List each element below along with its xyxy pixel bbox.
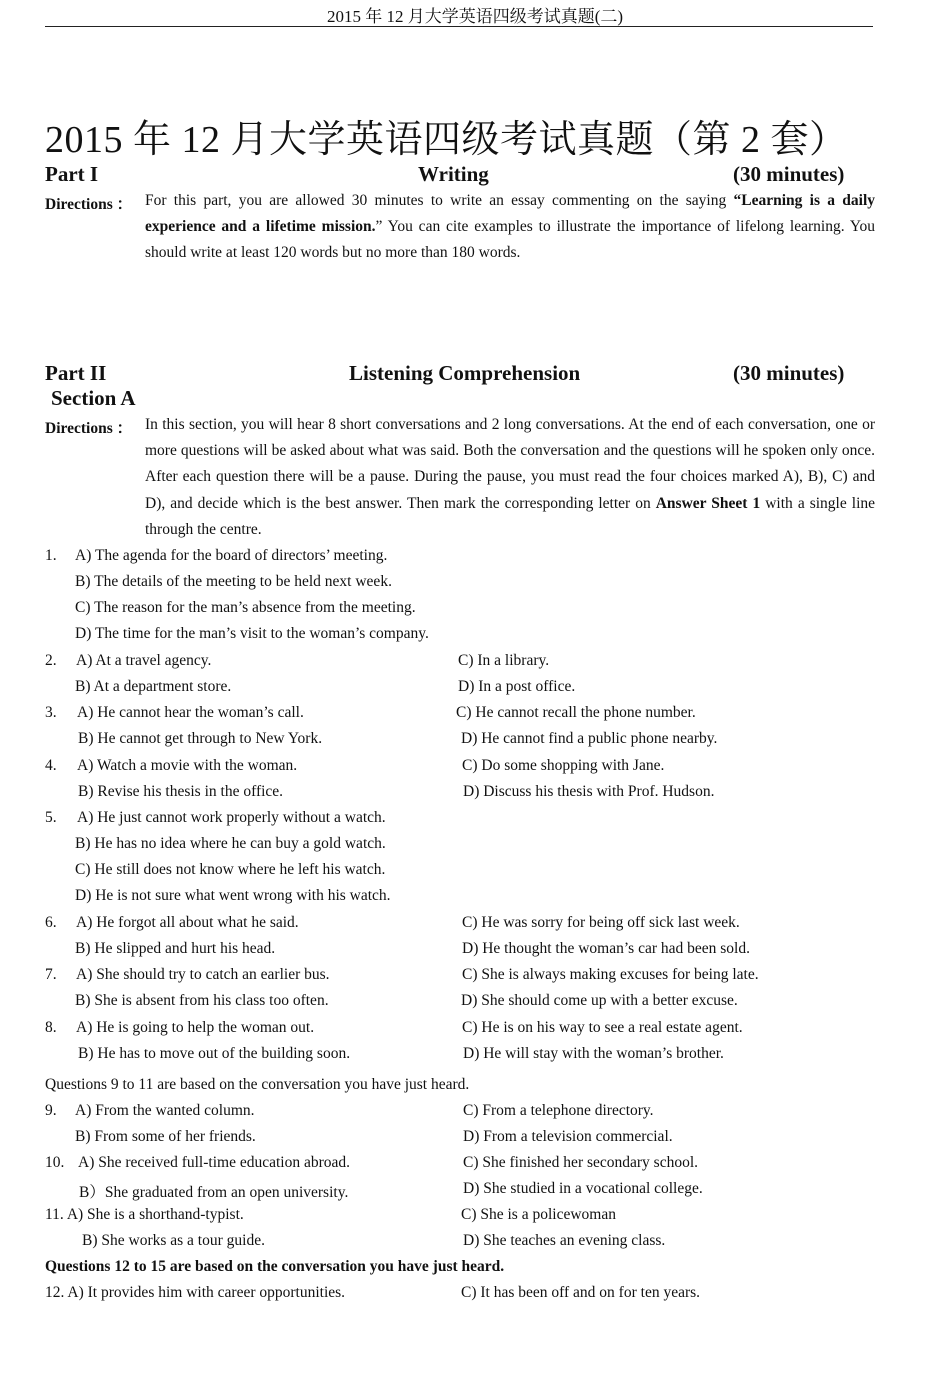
q11-option-d: D) She teaches an evening class. [463, 1232, 666, 1249]
q3-option-a: A) He cannot hear the woman’s call. [77, 704, 304, 721]
header-rule [45, 26, 873, 27]
q10-number: 10. [45, 1154, 65, 1171]
q9-number: 9. [45, 1102, 57, 1119]
q6-option-b: B) He slipped and hurt his head. [75, 940, 276, 957]
section-a-label: Section A [51, 386, 136, 410]
q1-number: 1. [45, 547, 57, 564]
q8-option-c: C) He is on his way to see a real estate agent. [462, 1019, 743, 1036]
q10-option-b: B）She graduated from an open university. [79, 1184, 349, 1201]
part2-directions-answer-sheet: Answer Sheet 1 [655, 494, 761, 512]
questions-12-15-note: Questions 12 to 15 are based on the conversation you have just heard. [45, 1258, 505, 1275]
q2-number: 2. [45, 652, 57, 669]
part1-directions-text-a: For this part, you are allowed 30 minutes to write an essay commenting on the saying [145, 192, 734, 209]
q3-number: 3. [45, 704, 57, 721]
q10-option-a: A) She received full-time education abroad. [78, 1154, 350, 1171]
part2-time: (30 minutes) [733, 361, 845, 385]
q8-option-a: A) He is going to help the woman out. [76, 1019, 315, 1036]
part1-directions-text-b: ” You can cite examples to illustrate the importance of lifelong learning. You should write at least 120 words but no more than 180 words. [145, 218, 875, 262]
part2-directions-label: Directions ： [45, 420, 133, 437]
q7-number: 7. [45, 966, 57, 983]
q6-option-c: C) He was sorry for being off sick last week. [462, 914, 740, 931]
q10-option-c: C) She finished her secondary school. [463, 1154, 699, 1171]
q1-option-a: A) The agenda for the board of directors’ meeting. [75, 547, 388, 564]
part1-time: (30 minutes) [733, 162, 845, 186]
q8-option-d: D) He will stay with the woman’s brother. [463, 1045, 724, 1062]
q5-number: 5. [45, 809, 57, 826]
q3-option-c: C) He cannot recall the phone number. [456, 704, 696, 721]
q12-number-option-a: 12. A) It provides him with career opportunities. [45, 1284, 346, 1301]
part2-directions [145, 412, 875, 543]
q9-option-b: B) From some of her friends. [75, 1128, 256, 1145]
q3-option-b: B) He cannot get through to New York. [78, 730, 323, 747]
part1-directions-quote: “Learning is a daily experience and a lifetime mission. [145, 192, 876, 236]
q9-option-d: D) From a television commercial. [463, 1128, 673, 1145]
q1-option-b: B) The details of the meeting to be held next week. [75, 573, 392, 590]
q12-option-c: C) It has been off and on for ten years. [461, 1284, 701, 1301]
q2-option-d: D) In a post office. [458, 678, 576, 695]
q2-option-c: C) In a library. [458, 652, 550, 669]
q4-option-a: A) Watch a movie with the woman. [77, 757, 298, 774]
q1-option-c: C) The reason for the man’s absence from the meeting. [75, 599, 416, 616]
q7-option-a: A) She should try to catch an earlier bus. [76, 966, 330, 983]
q4-option-d: D) Discuss his thesis with Prof. Hudson. [463, 783, 715, 800]
q6-option-a: A) He forgot all about what he said. [76, 914, 299, 931]
q8-option-b: B) He has to move out of the building soon. [78, 1045, 351, 1062]
q7-option-b: B) She is absent from his class too often. [75, 992, 329, 1009]
q2-option-a: A) At a travel agency. [76, 652, 212, 669]
q11-option-c: C) She is a policewoman [461, 1206, 616, 1223]
q3-option-d: D) He cannot find a public phone nearby. [461, 730, 718, 747]
q6-option-d: D) He thought the woman’s car had been sold. [462, 940, 750, 957]
page-header: 2015 年 12 月大学英语四级考试真题(二) [326, 7, 624, 26]
q5-option-b: B) He has no idea where he can buy a gold watch. [75, 835, 386, 852]
q7-option-d: D) She should come up with a better excuse. [461, 992, 738, 1009]
part1-label: Part I [45, 162, 99, 186]
q9-option-a: A) From the wanted column. [75, 1102, 255, 1119]
q11-option-b: B) She works as a tour guide. [82, 1232, 265, 1249]
part1-name: Writing [418, 162, 489, 186]
page-title: 2015 年 12 月大学英语四级考试真题（第 2 套） [45, 119, 848, 161]
part1-directions-label: Directions ： [45, 196, 133, 213]
q1-option-d: D) The time for the man’s visit to the woman’s company. [75, 625, 429, 642]
q7-option-c: C) She is always making excuses for being late. [462, 966, 759, 983]
q11-number-option-a: 11. A) She is a shorthand-typist. [45, 1206, 244, 1223]
part2-label: Part II [45, 361, 107, 385]
q4-number: 4. [45, 757, 57, 774]
questions-9-11-note: Questions 9 to 11 are based on the conversation you have just heard. [45, 1076, 470, 1093]
q6-number: 6. [45, 914, 57, 931]
part2-name: Listening Comprehension [349, 361, 581, 385]
q5-option-a: A) He just cannot work properly without a watch. [77, 809, 386, 826]
q8-number: 8. [45, 1019, 57, 1036]
q4-option-b: B) Revise his thesis in the office. [78, 783, 284, 800]
part2-directions-text-b: with a single line through the centre. [145, 494, 875, 538]
q10-option-d: D) She studied in a vocational college. [463, 1180, 703, 1197]
part2-directions-text-a: In this section, you will hear 8 short conversations and 2 long conversations. At the end of each conversation, one or more questions will be asked about what was said. Both the conversation and the questions will he spoken only once. After each question there will be a pause. During the pause, you must read the four choices marked A), B), C) and D), and decide which is the best answer. Then mark the corresponding letter on [145, 416, 875, 512]
q5-option-d: D) He is not sure what went wrong with his watch. [75, 887, 391, 904]
part1-directions [145, 188, 875, 267]
q2-option-b: B) At a department store. [75, 678, 232, 695]
q4-option-c: C) Do some shopping with Jane. [462, 757, 665, 774]
q9-option-c: C) From a telephone directory. [463, 1102, 654, 1119]
q5-option-c: C) He still does not know where he left his watch. [75, 861, 386, 878]
